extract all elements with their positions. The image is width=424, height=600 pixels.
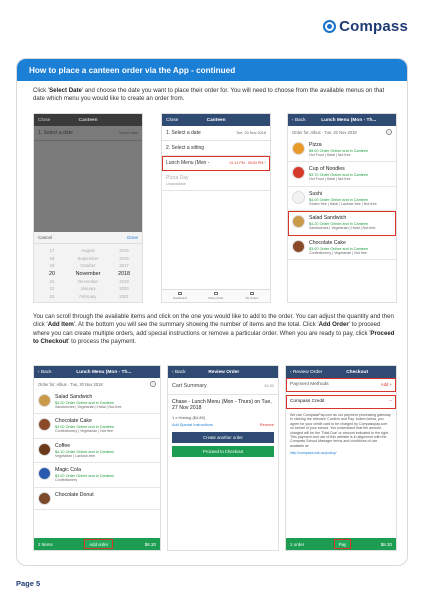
item-name: Chocolate Donut bbox=[55, 491, 94, 498]
screenshot-review-order bbox=[167, 365, 279, 551]
food-thumbnail-icon bbox=[292, 240, 305, 253]
tab-label: Dashboard bbox=[173, 296, 187, 300]
back-button[interactable]: ‹ Back bbox=[172, 369, 186, 375]
add-payment-button[interactable] bbox=[381, 382, 392, 387]
tab-label: Place Order bbox=[208, 296, 224, 300]
picker-year: 2017 bbox=[119, 263, 129, 269]
info-icon[interactable]: i bbox=[150, 381, 156, 387]
cart-item-count: 2 Items bbox=[38, 541, 53, 547]
item-tags: Gluten free | Halal | Lactose-free | Nut-free bbox=[309, 201, 377, 206]
picker-month: November bbox=[75, 270, 101, 277]
para2-text-4: ' to process the payment. bbox=[68, 337, 137, 345]
select-date-row[interactable] bbox=[34, 126, 142, 141]
add-label: Add bbox=[380, 382, 389, 387]
menu-item[interactable] bbox=[288, 187, 396, 211]
nav-title: Review Order bbox=[208, 369, 240, 375]
food-thumbnail-icon bbox=[292, 166, 305, 179]
instruction-paragraph-1 bbox=[33, 87, 395, 104]
menu-item[interactable] bbox=[288, 211, 396, 235]
nav-title: Checkout bbox=[346, 369, 369, 375]
compass-logo bbox=[323, 18, 408, 35]
lunch-menu-time: 01:11 PM - 05:53 PM bbox=[229, 161, 264, 165]
order-line-item: 1 x Hotdog ($4.80) bbox=[172, 415, 206, 420]
para1-text-2: ' and choose the date you want to place their order for. You will need to choose from the available menus on that date which menu you would like to create an order from. bbox=[33, 87, 385, 103]
proceed-to-checkout-button[interactable]: Proceed to Checkout bbox=[172, 446, 274, 457]
picker-row[interactable] bbox=[34, 277, 142, 285]
menu-item[interactable] bbox=[34, 414, 160, 438]
item-name: Sushi bbox=[309, 190, 322, 197]
nav-bar bbox=[286, 366, 396, 378]
picker-day: 18 bbox=[49, 255, 55, 261]
item-price: $4.00 bbox=[309, 197, 319, 202]
picker-year: 2016 bbox=[119, 255, 129, 261]
item-availability: Order Online and in Canteen bbox=[319, 246, 369, 251]
item-price: $5.00 bbox=[309, 149, 319, 153]
picker-year: 2021 bbox=[119, 293, 129, 299]
para2-bold-add-order: Add Order bbox=[318, 321, 349, 329]
screenshot-checkout bbox=[285, 365, 397, 551]
chevron-right-icon: › bbox=[264, 160, 266, 166]
item-tags: Confectionery | Vegetarian | Nut free bbox=[309, 250, 368, 255]
dim-overlay bbox=[34, 126, 142, 232]
back-label: Review Order bbox=[292, 369, 323, 375]
picker-wheel[interactable] bbox=[34, 244, 142, 300]
tab-place-order[interactable] bbox=[198, 290, 234, 302]
menu-item[interactable] bbox=[34, 390, 160, 414]
picker-row[interactable] bbox=[34, 255, 142, 263]
picker-year: 2015 bbox=[119, 248, 129, 254]
lunch-menu-label: Lunch Menu (Mon - bbox=[166, 160, 210, 166]
picker-day: 19 bbox=[49, 263, 55, 269]
instruction-paragraph-2 bbox=[33, 313, 395, 346]
checkout-total: $8.30 bbox=[380, 541, 392, 547]
back-label: Back bbox=[174, 369, 186, 375]
item-name: Cup of Noodles bbox=[309, 166, 345, 173]
picker-row[interactable] bbox=[34, 262, 142, 270]
item-price: $3.00 bbox=[309, 246, 319, 251]
picker-day: 20 bbox=[49, 270, 55, 277]
cart-summary-bar bbox=[34, 538, 160, 550]
special-instructions-link[interactable]: Add Special Instructions bbox=[172, 423, 213, 427]
item-tags: Hot Food | Halal | Nut free bbox=[309, 153, 351, 157]
menu-items bbox=[34, 390, 160, 510]
picker-month: January bbox=[80, 286, 96, 292]
select-date-label: 1. Select a date bbox=[38, 130, 73, 136]
remove-icon[interactable]: − bbox=[389, 399, 392, 404]
create-another-order-button[interactable]: Create another order bbox=[172, 432, 274, 443]
food-thumbnail-icon bbox=[292, 142, 305, 155]
pizza-day-label: Pizza Day bbox=[166, 175, 189, 181]
para2-bold-add-item: Add Item bbox=[47, 321, 74, 329]
picker-row[interactable] bbox=[34, 293, 142, 301]
item-availability: Order Online and in Canteen bbox=[65, 449, 115, 454]
nav-title: Canteen bbox=[206, 117, 226, 123]
food-thumbnail-icon bbox=[292, 215, 305, 228]
para2-text-1: You can scroll through the available items and click on the one you would like to add to the order. You can adjust the quantity and then click ' bbox=[33, 313, 394, 329]
item-name: Chocolate Cake bbox=[55, 418, 92, 425]
item-name: Magic Cola bbox=[55, 467, 81, 474]
picker-row[interactable] bbox=[34, 247, 142, 255]
item-availability: Order Online and in Canteen bbox=[319, 222, 369, 227]
card-header bbox=[17, 59, 407, 81]
card-title: How to place a canteen order via the App - continued bbox=[29, 65, 236, 75]
food-thumbnail-icon bbox=[38, 492, 51, 505]
nav-title: Lunch Menu (Mon - Th... bbox=[76, 369, 132, 375]
item-tags: Sandwiches | Vegetarian | Halal | Nut-free bbox=[309, 226, 376, 231]
cart-total: $8.30 bbox=[144, 541, 156, 547]
info-icon[interactable]: i bbox=[386, 129, 392, 135]
payment-methods-row bbox=[286, 378, 396, 392]
sitting-row bbox=[162, 141, 270, 156]
item-availability: Order Online and in Canteen bbox=[65, 425, 115, 430]
sitting-row-label: 2. Select a sitting bbox=[166, 145, 205, 151]
compass-logo-icon bbox=[323, 20, 336, 33]
nav-bar bbox=[34, 366, 160, 378]
menu-item[interactable] bbox=[288, 162, 396, 186]
item-tags: Sandwiches | Vegetarian | Halal | Nut-free bbox=[55, 405, 122, 409]
item-availability: Order Online and in Canteen bbox=[319, 173, 369, 178]
dashboard-icon bbox=[178, 292, 182, 295]
pizza-day-option bbox=[162, 171, 270, 191]
payment-policy-text bbox=[286, 409, 396, 460]
item-tags: Hot Food | Halal | Nut free bbox=[309, 177, 351, 182]
date-picker[interactable] bbox=[34, 232, 142, 302]
picker-year: 2020 bbox=[119, 286, 129, 292]
picker-day: 21 bbox=[49, 278, 55, 284]
item-availability: Order Online and in Canteen bbox=[65, 401, 115, 405]
item-availability: Order Online and in Canteen bbox=[319, 149, 369, 153]
picker-month: September bbox=[77, 255, 99, 261]
picker-day: 17 bbox=[49, 248, 55, 254]
compass-credit-option[interactable] bbox=[286, 395, 396, 409]
order-count: 1 order bbox=[290, 541, 305, 547]
nav-title: Lunch Menu (Mon - Th... bbox=[321, 117, 377, 123]
para1-text-1: Click ' bbox=[33, 87, 50, 94]
picker-row[interactable] bbox=[34, 285, 142, 293]
picker-row[interactable] bbox=[34, 270, 142, 278]
cart-summary-label: Cart Summary bbox=[172, 383, 207, 389]
back-label: Back bbox=[294, 117, 306, 123]
item-tags: Confectionery | Vegetarian | Nut free bbox=[55, 429, 114, 434]
picker-month: February bbox=[79, 293, 97, 299]
item-name: Chocolate Cake bbox=[309, 239, 346, 246]
item-price: $3.00 bbox=[55, 474, 65, 479]
screenshot-select-sitting bbox=[161, 113, 271, 303]
order-for-text: Order for: Albus · Tue, 20 Nov 2018 bbox=[292, 129, 357, 135]
close-button[interactable]: Close bbox=[166, 117, 179, 123]
item-price: $4.10 bbox=[55, 449, 65, 454]
picker-month: December bbox=[78, 278, 98, 284]
add-order-button[interactable]: Add order bbox=[84, 539, 113, 549]
page-number: Page 5 bbox=[16, 579, 41, 588]
item-availability: Order Online and in Canteen bbox=[65, 474, 115, 479]
food-thumbnail-icon bbox=[38, 394, 51, 407]
payment-methods-label: Payment Methods bbox=[290, 382, 329, 387]
my-orders-icon bbox=[250, 292, 254, 295]
picker-month: August bbox=[81, 248, 95, 254]
menu-items bbox=[288, 138, 396, 260]
menu-item[interactable] bbox=[288, 138, 396, 162]
nav-bar bbox=[34, 114, 142, 126]
para1-bold-select-date: Select Date bbox=[49, 87, 82, 94]
picker-day: 23 bbox=[49, 293, 55, 299]
tab-my-orders[interactable] bbox=[234, 290, 270, 302]
item-availability: Order Online and in Canteen bbox=[319, 197, 369, 202]
picker-cancel-button[interactable]: Cancel bbox=[38, 235, 53, 240]
picker-day: 22 bbox=[49, 286, 55, 292]
order-for-text: Order for: Albus · Tue, 20 Nov 2018 bbox=[38, 381, 103, 387]
item-name: Coffee bbox=[55, 442, 71, 449]
food-thumbnail-icon bbox=[38, 418, 51, 431]
tab-dashboard[interactable] bbox=[162, 290, 198, 302]
brand-name: Compass bbox=[339, 18, 408, 35]
cart-summary-row bbox=[168, 378, 278, 395]
checkout-bar bbox=[286, 538, 396, 550]
place-order-icon bbox=[214, 292, 218, 295]
select-date-action[interactable]: Select date bbox=[119, 131, 138, 135]
nav-bar bbox=[162, 114, 270, 126]
menu-item[interactable] bbox=[34, 439, 160, 463]
nav-bar bbox=[288, 114, 396, 126]
pay-button[interactable]: Pay bbox=[334, 539, 351, 549]
policy-text: We use CompassPay.com as our payment processing gateway. In clicking the relevant 'Confirm and Pay' button below, you agree for your credit card to be charged by Compasspay.com on behalf of your school. You understand that the amount charged will be the 'Total Due' or amount indicated to the right. This payment and use of this website is in alignment with the Compass School Manager terms and conditions of use available at: bbox=[290, 413, 392, 448]
item-name: Salad Sandwich bbox=[309, 215, 347, 222]
item-tags: Vegetarian | Lactose-free bbox=[55, 453, 96, 458]
order-block bbox=[168, 395, 278, 429]
pizza-day-status: Unavailable bbox=[166, 182, 186, 186]
screenshot-date-picker bbox=[33, 113, 143, 303]
lunch-menu-option[interactable] bbox=[162, 156, 270, 171]
compass-credit-label: Compass Credit bbox=[290, 399, 325, 404]
food-thumbnail-icon bbox=[38, 467, 51, 480]
item-name: Pizza bbox=[309, 142, 322, 148]
picker-year: 2019 bbox=[119, 278, 129, 284]
order-for-line bbox=[288, 126, 396, 138]
menu-item[interactable] bbox=[34, 488, 160, 510]
plus-icon: + bbox=[389, 382, 392, 387]
date-row[interactable] bbox=[162, 126, 270, 141]
tab-label: My Orders bbox=[245, 296, 259, 300]
remove-order-link[interactable]: Remove bbox=[259, 423, 274, 427]
para2-text-3: ' to proceed where you can create multiple orders, add special instructions or remove a particular order. When you are ready to pay, click ' bbox=[33, 321, 381, 337]
date-row-value: Tue, 20 Nov 2018 bbox=[235, 131, 266, 135]
nav-title: Canteen bbox=[78, 117, 98, 123]
menu-item[interactable] bbox=[288, 236, 396, 260]
food-thumbnail-icon bbox=[38, 443, 51, 456]
picker-toolbar bbox=[34, 232, 142, 244]
cart-summary-value: $4.80 bbox=[264, 384, 274, 388]
picker-month: October bbox=[80, 263, 96, 269]
back-button[interactable]: ‹ Back bbox=[292, 117, 306, 123]
picker-done-button[interactable]: Done bbox=[127, 235, 138, 240]
nav-bar bbox=[168, 366, 278, 378]
date-row-label: 1. Select a date bbox=[166, 130, 201, 136]
back-label: Back bbox=[40, 369, 52, 375]
tab-bar bbox=[162, 289, 270, 302]
para2-bold-proceed: Proceed to Checkout bbox=[33, 329, 395, 345]
back-button[interactable]: ‹ Review Order bbox=[290, 369, 323, 375]
item-tags: Confectionery bbox=[55, 478, 78, 483]
para2-text-2: '. At the bottom you will see the summary showing the number of items and the total. Click ' bbox=[73, 321, 319, 329]
order-for-line bbox=[34, 378, 160, 390]
picker-year: 2018 bbox=[118, 270, 130, 277]
food-thumbnail-icon bbox=[292, 191, 305, 204]
item-price: $3.00 bbox=[55, 425, 65, 430]
menu-item[interactable] bbox=[34, 463, 160, 487]
screenshot-menu-list bbox=[287, 113, 397, 303]
instruction-card bbox=[16, 58, 408, 566]
order-title: Chase - Lunch Menu (Mon - Thurs) on Tue, 27 Nov 2018 bbox=[172, 399, 272, 411]
back-button[interactable]: ‹ Back bbox=[38, 369, 52, 375]
item-price: $4.20 bbox=[309, 222, 319, 227]
item-name: Salad Sandwich bbox=[55, 394, 93, 400]
policy-link[interactable]: http://compass.edu.au/policy/ bbox=[290, 451, 337, 456]
item-price: $3.70 bbox=[309, 173, 319, 178]
item-price: $4.20 bbox=[55, 401, 65, 405]
close-button[interactable]: Close bbox=[38, 117, 51, 123]
screenshot-menu-cart bbox=[33, 365, 161, 551]
